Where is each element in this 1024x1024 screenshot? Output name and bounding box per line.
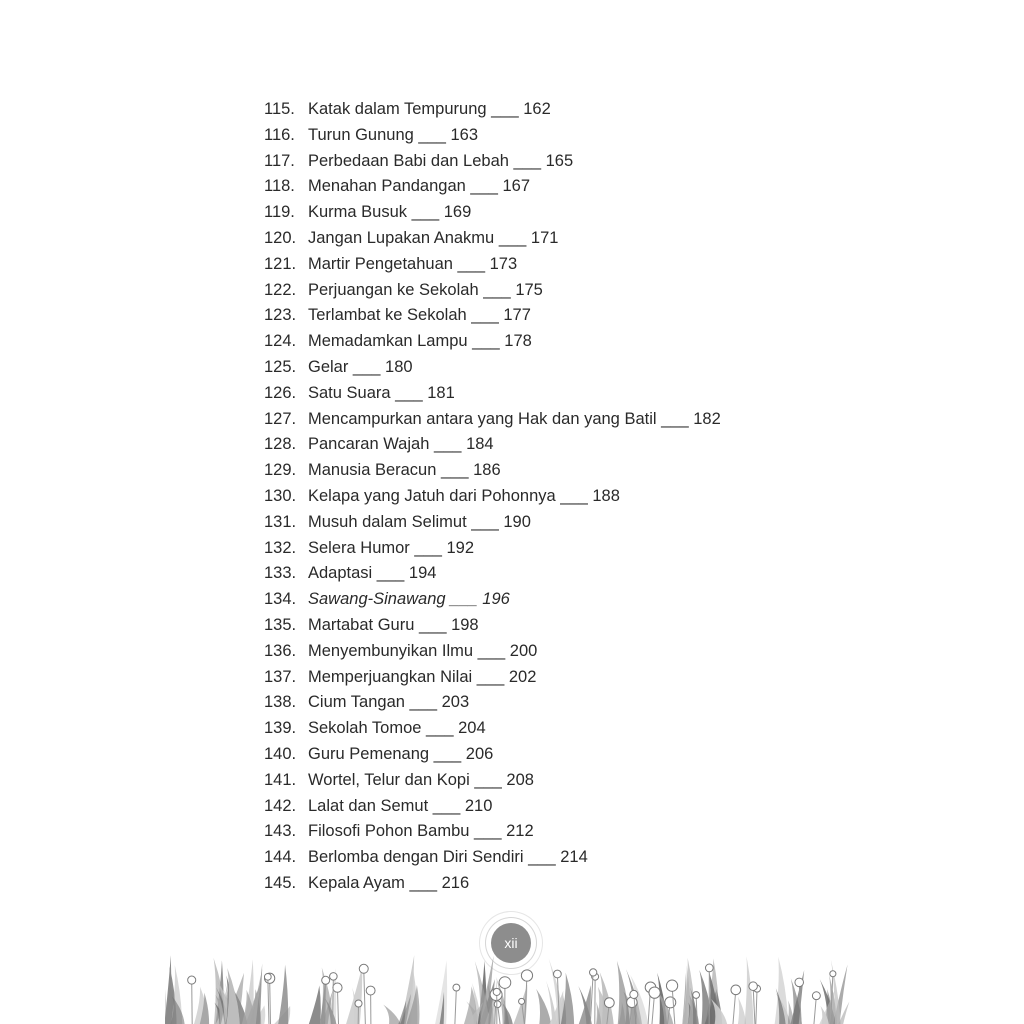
toc-entry	[264, 200, 824, 226]
toc-entry-title: Lalat dan Semut ___ 210	[308, 796, 493, 815]
toc-entry	[264, 226, 824, 252]
toc-entry	[264, 407, 824, 433]
toc-entry-number: 121.	[264, 254, 297, 273]
toc-entry	[264, 690, 824, 716]
toc-entry-number: 142.	[264, 796, 297, 815]
toc-entry	[264, 845, 824, 871]
toc-entry-number: 137.	[264, 667, 297, 686]
page-number-badge: xii	[491, 923, 531, 963]
toc-entry	[264, 536, 824, 562]
toc-entry-number: 134.	[264, 590, 297, 609]
toc-entry-number: 138.	[264, 693, 297, 712]
toc-entry-number: 117.	[264, 151, 295, 170]
toc-entry	[264, 97, 824, 123]
toc-entry-number: 143.	[264, 822, 297, 841]
toc-entry	[264, 768, 824, 794]
toc-entry-number: 135.	[264, 615, 297, 634]
toc-entry	[264, 561, 824, 587]
toc-entry-number: 129.	[264, 461, 297, 480]
toc-entry	[264, 742, 824, 768]
toc-entry	[264, 716, 824, 742]
toc-entry-number: 116.	[264, 125, 295, 144]
toc-entry-number: 119.	[264, 203, 295, 222]
toc-entry-title: Cium Tangan ___ 203	[308, 693, 470, 712]
toc-entry-number: 124.	[264, 332, 297, 351]
toc-entry	[264, 819, 824, 845]
toc-entry	[264, 665, 824, 691]
toc-entry-title: Adaptasi ___ 194	[308, 564, 437, 583]
toc-entry-number: 131.	[264, 512, 297, 531]
toc-entry-title: Martabat Guru ___ 198	[308, 615, 479, 634]
toc-entry-number: 127.	[264, 409, 297, 428]
toc-entry	[264, 149, 824, 175]
toc-entry-title: Kelapa yang Jatuh dari Pohonnya ___ 188	[308, 486, 620, 505]
toc-entry-title: Turun Gunung ___ 163	[308, 125, 479, 144]
toc-entry-title: Gelar ___ 180	[308, 357, 413, 376]
toc-entry	[264, 252, 824, 278]
toc-entry-title: Berlomba dengan Diri Sendiri ___ 214	[308, 848, 588, 867]
toc-entry-number: 126.	[264, 383, 297, 402]
toc-entry	[264, 458, 824, 484]
toc-entry-title: Musuh dalam Selimut ___ 190	[308, 512, 531, 531]
toc-entry-title: Filosofi Pohon Bambu ___ 212	[308, 822, 534, 841]
toc-entry	[264, 329, 824, 355]
toc-entry-title: Martir Pengetahuan ___ 173	[308, 254, 518, 273]
toc-entry-number: 140.	[264, 744, 297, 763]
toc-entry	[264, 510, 824, 536]
table-of-contents	[264, 97, 824, 897]
toc-entry-number: 118.	[264, 177, 295, 196]
toc-entry-number: 125.	[264, 357, 297, 376]
toc-entry	[264, 587, 824, 613]
toc-entry-title: Kurma Busuk ___ 169	[308, 203, 472, 222]
toc-entry-title: Sawang-Sinawang ___ 196	[308, 590, 510, 609]
toc-entry-number: 122.	[264, 280, 297, 299]
toc-entry-title: Memperjuangkan Nilai ___ 202	[308, 667, 537, 686]
toc-entry	[264, 381, 824, 407]
toc-entry-title: Wortel, Telur dan Kopi ___ 208	[308, 770, 534, 789]
toc-entry	[264, 174, 824, 200]
toc-entry-number: 120.	[264, 228, 297, 247]
toc-entry	[264, 613, 824, 639]
toc-entry	[264, 639, 824, 665]
toc-entry-title: Selera Humor ___ 192	[308, 538, 475, 557]
toc-entry-title: Mencampurkan antara yang Hak dan yang Batil ___ 182	[308, 409, 721, 428]
toc-entry	[264, 484, 824, 510]
toc-entry	[264, 303, 824, 329]
toc-entry-title: Pancaran Wajah ___ 184	[308, 435, 494, 454]
toc-entry	[264, 355, 824, 381]
toc-entry-number: 145.	[264, 873, 297, 892]
toc-entry-title: Satu Suara ___ 181	[308, 383, 455, 402]
toc-entry-title: Manusia Beracun ___ 186	[308, 461, 501, 480]
toc-entry-title: Sekolah Tomoe ___ 204	[308, 719, 486, 738]
grass-flower-decoration	[165, 955, 860, 1024]
toc-entry-title: Memadamkan Lampu ___ 178	[308, 332, 532, 351]
toc-entry-number: 136.	[264, 641, 297, 660]
toc-entry-title: Perbedaan Babi dan Lebah ___ 165	[308, 151, 574, 170]
toc-entry	[264, 794, 824, 820]
toc-entry-title: Menahan Pandangan ___ 167	[308, 177, 531, 196]
toc-entry-number: 123.	[264, 306, 297, 325]
toc-entry	[264, 123, 824, 149]
toc-entry-number: 144.	[264, 848, 297, 867]
toc-entry-title: Perjuangan ke Sekolah ___ 175	[308, 280, 543, 299]
toc-entry-title: Katak dalam Tempurung ___ 162	[308, 100, 551, 118]
toc-entry-title: Jangan Lupakan Anakmu ___ 171	[308, 228, 559, 247]
toc-entry-title: Terlambat ke Sekolah ___ 177	[308, 306, 531, 325]
toc-entry-title: Guru Pemenang ___ 206	[308, 744, 494, 763]
toc-entry	[264, 871, 824, 897]
toc-entry	[264, 278, 824, 304]
toc-entry-number: 130.	[264, 486, 297, 505]
toc-entry-number: 132.	[264, 538, 297, 557]
toc-entry	[264, 432, 824, 458]
toc-entry-title: Menyembunyikan Ilmu ___ 200	[308, 641, 538, 660]
toc-entry-number: 139.	[264, 719, 297, 738]
toc-entry-title: Kepala Ayam ___ 216	[308, 873, 470, 892]
toc-entry-number: 133.	[264, 564, 297, 583]
toc-entry-number: 141.	[264, 770, 297, 789]
toc-entry-number: 115.	[264, 100, 295, 118]
toc-entry-number: 128.	[264, 435, 297, 454]
